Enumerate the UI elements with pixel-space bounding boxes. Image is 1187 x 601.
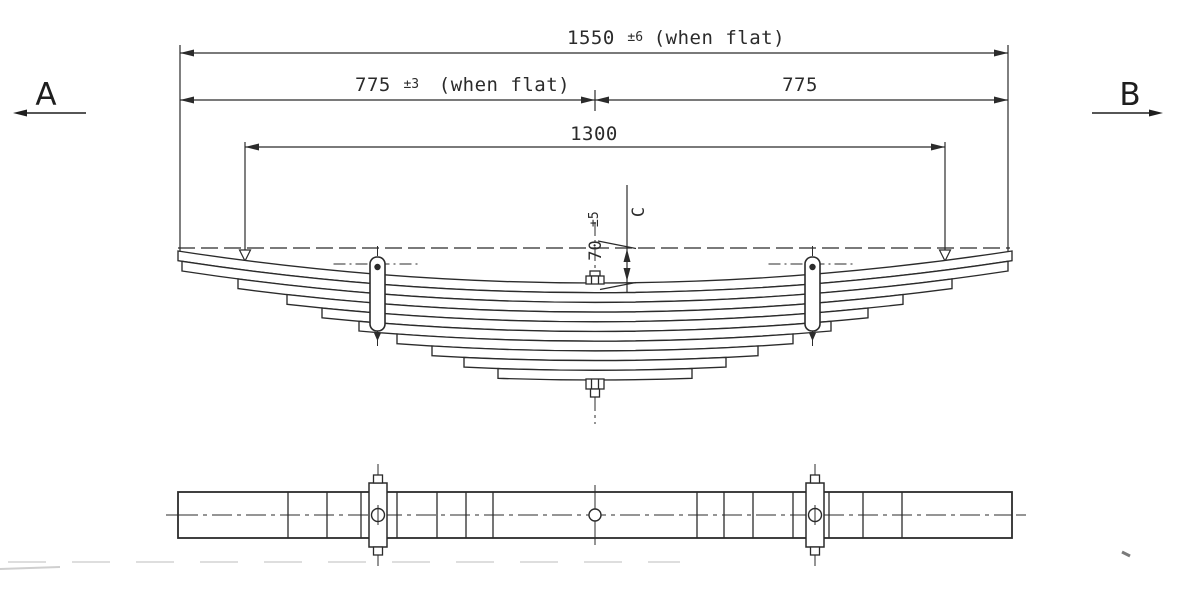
dimension-overall-text (567, 26, 785, 49)
clamp-bolt-icon (374, 264, 380, 270)
view-label-b: B (1119, 77, 1141, 113)
view-marker-a (13, 77, 86, 117)
dimension-inner-span-text: 1300 (570, 123, 618, 145)
dimension-half-left-text (355, 73, 570, 96)
half-left-note: (when flat) (438, 74, 571, 96)
arrow-right-icon (1149, 110, 1163, 117)
view-label-a: A (35, 77, 57, 113)
view-marker-b (1092, 77, 1163, 117)
camber-tolerance: ±5 (587, 211, 602, 227)
plan-clamp-2 (806, 475, 824, 555)
half-left-tolerance: ±3 (403, 77, 420, 92)
plan-clamp-1 (369, 475, 387, 555)
leaf-10 (498, 369, 692, 380)
dimension-camber-text (586, 211, 606, 260)
half-left-value: 775 (355, 74, 391, 96)
scan-artifacts (0, 552, 1130, 569)
overall-tolerance: ±6 (627, 30, 644, 45)
plan-view (166, 464, 1026, 566)
arrow-left-icon (13, 110, 27, 117)
clamp-bolt-tip-icon (374, 333, 381, 341)
clamp-bolt-icon (809, 264, 815, 270)
overall-note: (when flat) (653, 27, 786, 49)
plan-center-bolt-icon (589, 509, 601, 521)
overall-value: 1550 (567, 27, 615, 49)
camber-value: 70 (586, 240, 606, 261)
camber-ref-label: C (629, 206, 649, 218)
clamp-bolt-tip-icon (809, 333, 816, 341)
dimension-half-right-text: 775 (782, 74, 818, 96)
dimension-half-spans-775 (180, 73, 1008, 111)
